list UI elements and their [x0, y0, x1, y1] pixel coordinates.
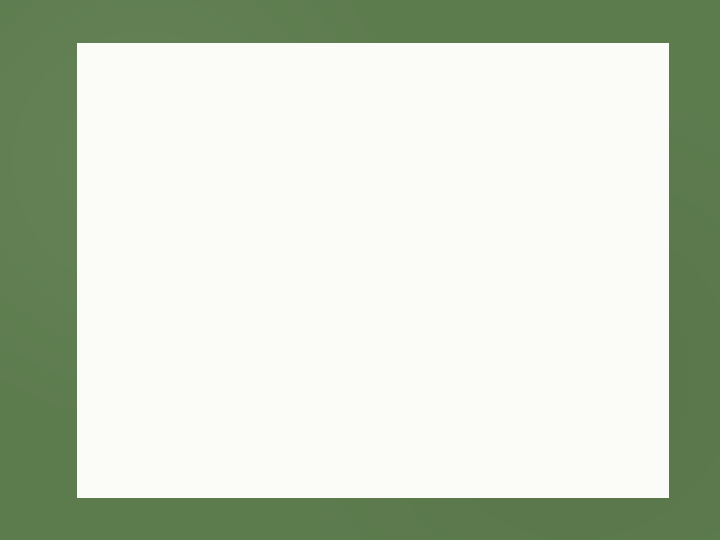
well-log-diagram	[77, 43, 669, 363]
figure-caption	[93, 399, 663, 405]
figure-slide	[77, 43, 669, 498]
